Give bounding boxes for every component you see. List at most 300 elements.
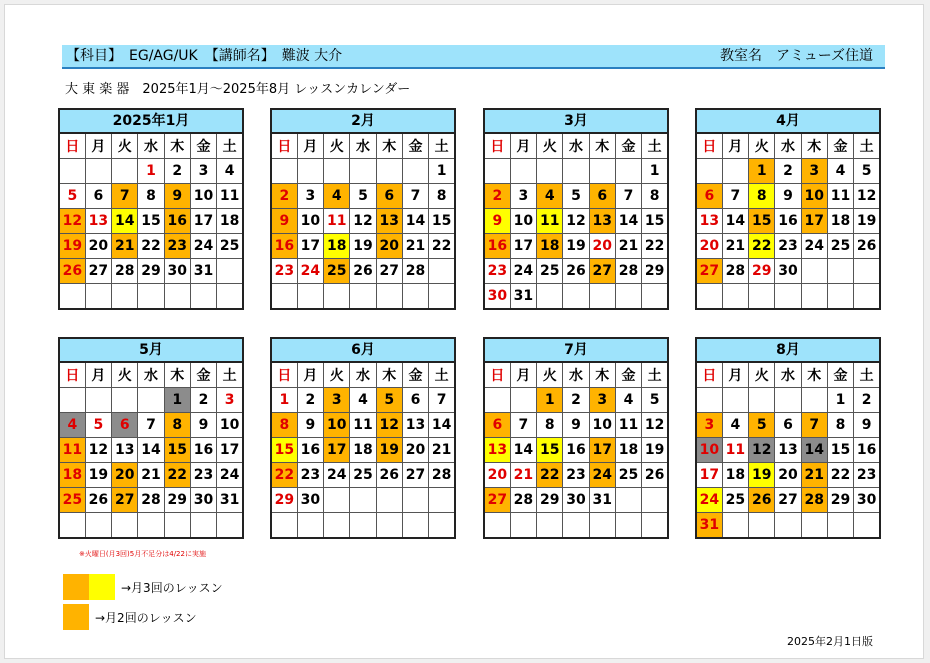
weekday-header: 木: [589, 362, 615, 388]
day-cell: 11: [537, 209, 563, 234]
empty-cell: [484, 513, 510, 539]
day-cell: 30: [297, 488, 323, 513]
day-cell: 26: [854, 234, 880, 259]
empty-cell: [642, 284, 668, 310]
empty-cell: [324, 513, 350, 539]
empty-cell: [537, 284, 563, 310]
empty-cell: [402, 513, 428, 539]
month-title: 4月: [695, 108, 881, 132]
empty-cell: [827, 259, 853, 284]
day-cell: 14: [402, 209, 428, 234]
empty-cell: [164, 513, 190, 539]
day-cell: 10: [190, 184, 216, 209]
day-cell: 29: [827, 488, 853, 513]
day-cell: 7: [722, 184, 748, 209]
empty-cell: [722, 284, 748, 310]
day-cell: 9: [854, 413, 880, 438]
empty-cell: [350, 513, 376, 539]
version-label: 2025年2月1日版: [787, 635, 873, 648]
weekday-header: 月: [85, 362, 111, 388]
month-title: 7月: [483, 337, 669, 361]
day-cell: 5: [854, 159, 880, 184]
day-cell: 14: [615, 209, 641, 234]
weekday-header: 金: [615, 362, 641, 388]
empty-cell: [537, 513, 563, 539]
day-cell: 29: [642, 259, 668, 284]
empty-cell: [164, 284, 190, 310]
weekday-header: 木: [164, 133, 190, 159]
month-grid: [695, 361, 881, 539]
day-cell: 3: [217, 388, 243, 413]
day-cell: 21: [429, 438, 455, 463]
day-cell: 10: [510, 209, 536, 234]
empty-cell: [775, 284, 801, 310]
day-cell: 6: [484, 413, 510, 438]
day-cell: 11: [827, 184, 853, 209]
day-cell: 15: [827, 438, 853, 463]
day-cell: 21: [112, 234, 138, 259]
day-cell: 14: [510, 438, 536, 463]
day-cell: 9: [484, 209, 510, 234]
day-cell: 26: [642, 463, 668, 488]
day-cell: 25: [324, 259, 350, 284]
day-cell: 5: [85, 413, 111, 438]
day-cell: 8: [164, 413, 190, 438]
day-cell: 22: [271, 463, 297, 488]
weekday-header: 金: [402, 133, 428, 159]
empty-cell: [563, 284, 589, 310]
day-cell: 26: [376, 463, 402, 488]
weekday-header: 日: [59, 133, 85, 159]
empty-cell: [85, 159, 111, 184]
classroom-label: 教室名 アミューズ住道: [719, 48, 873, 64]
day-cell: 20: [484, 463, 510, 488]
empty-cell: [402, 488, 428, 513]
day-cell: 15: [138, 209, 164, 234]
day-cell: 24: [696, 488, 722, 513]
month-calendar: [270, 108, 456, 310]
day-cell: 16: [164, 209, 190, 234]
weekday-header: 月: [297, 133, 323, 159]
empty-cell: [85, 284, 111, 310]
day-cell: 20: [589, 234, 615, 259]
empty-cell: [324, 488, 350, 513]
day-cell: 30: [190, 488, 216, 513]
day-cell: 2: [271, 184, 297, 209]
day-cell: 28: [615, 259, 641, 284]
day-cell: 15: [164, 438, 190, 463]
day-cell: 6: [376, 184, 402, 209]
day-cell: 6: [112, 413, 138, 438]
empty-cell: [642, 488, 668, 513]
empty-cell: [642, 513, 668, 539]
day-cell: 24: [589, 463, 615, 488]
day-cell: 29: [138, 259, 164, 284]
day-cell: 2: [164, 159, 190, 184]
empty-cell: [376, 513, 402, 539]
day-cell: 17: [696, 463, 722, 488]
empty-cell: [484, 388, 510, 413]
weekday-header: 日: [271, 133, 297, 159]
day-cell: 24: [324, 463, 350, 488]
empty-cell: [510, 513, 536, 539]
day-cell: 6: [589, 184, 615, 209]
empty-cell: [854, 259, 880, 284]
day-cell: 23: [164, 234, 190, 259]
day-cell: 21: [510, 463, 536, 488]
empty-cell: [297, 513, 323, 539]
day-cell: 29: [749, 259, 775, 284]
empty-cell: [775, 513, 801, 539]
day-cell: 30: [563, 488, 589, 513]
day-cell: 10: [324, 413, 350, 438]
day-cell: 5: [749, 413, 775, 438]
day-cell: 9: [775, 184, 801, 209]
empty-cell: [749, 388, 775, 413]
empty-cell: [722, 513, 748, 539]
empty-cell: [537, 159, 563, 184]
empty-cell: [85, 513, 111, 539]
day-cell: 19: [749, 463, 775, 488]
day-cell: 28: [801, 488, 827, 513]
empty-cell: [59, 159, 85, 184]
empty-cell: [217, 259, 243, 284]
empty-cell: [376, 159, 402, 184]
weekday-header: 水: [563, 362, 589, 388]
day-cell: 12: [749, 438, 775, 463]
day-cell: 27: [696, 259, 722, 284]
empty-cell: [350, 159, 376, 184]
day-cell: 25: [59, 488, 85, 513]
day-cell: 4: [537, 184, 563, 209]
empty-cell: [696, 388, 722, 413]
weekday-header: 金: [827, 362, 853, 388]
month-calendar: [58, 337, 244, 539]
day-cell: 18: [827, 209, 853, 234]
month-grid: [483, 132, 669, 310]
empty-cell: [297, 159, 323, 184]
day-cell: 5: [350, 184, 376, 209]
day-cell: 3: [801, 159, 827, 184]
empty-cell: [722, 159, 748, 184]
day-cell: 13: [376, 209, 402, 234]
empty-cell: [510, 159, 536, 184]
weekday-header: 金: [827, 133, 853, 159]
day-cell: 31: [217, 488, 243, 513]
day-cell: 23: [190, 463, 216, 488]
empty-cell: [138, 388, 164, 413]
weekday-header: 金: [190, 133, 216, 159]
day-cell: 12: [85, 438, 111, 463]
empty-cell: [217, 513, 243, 539]
weekday-header: 月: [297, 362, 323, 388]
day-cell: 2: [563, 388, 589, 413]
empty-cell: [138, 284, 164, 310]
weekday-header: 火: [537, 362, 563, 388]
note-text: ※火曜日(月3回)5月不足分は4/22に実施: [79, 550, 206, 558]
day-cell: 9: [190, 413, 216, 438]
day-cell: 1: [138, 159, 164, 184]
day-cell: 5: [642, 388, 668, 413]
day-cell: 23: [563, 463, 589, 488]
day-cell: 28: [722, 259, 748, 284]
day-cell: 4: [722, 413, 748, 438]
day-cell: 2: [775, 159, 801, 184]
weekday-header: 土: [854, 133, 880, 159]
month-calendar: [270, 337, 456, 539]
empty-cell: [801, 259, 827, 284]
day-cell: 8: [138, 184, 164, 209]
day-cell: 14: [138, 438, 164, 463]
day-cell: 16: [775, 209, 801, 234]
day-cell: 31: [190, 259, 216, 284]
empty-cell: [271, 284, 297, 310]
day-cell: 27: [589, 259, 615, 284]
empty-cell: [324, 159, 350, 184]
day-cell: 30: [484, 284, 510, 310]
empty-cell: [801, 284, 827, 310]
weekday-header: 木: [164, 362, 190, 388]
month-calendar: [695, 108, 881, 310]
day-cell: 30: [164, 259, 190, 284]
month-title: 2月: [270, 108, 456, 132]
day-cell: 2: [854, 388, 880, 413]
month-title: 3月: [483, 108, 669, 132]
day-cell: 19: [642, 438, 668, 463]
month-grid: [58, 361, 244, 539]
day-cell: 4: [350, 388, 376, 413]
day-cell: 31: [696, 513, 722, 539]
day-cell: 6: [696, 184, 722, 209]
header-bar: [62, 45, 885, 69]
legend-swatch-orange: [63, 574, 89, 600]
day-cell: 13: [112, 438, 138, 463]
day-cell: 12: [854, 184, 880, 209]
day-cell: 8: [429, 184, 455, 209]
empty-cell: [827, 284, 853, 310]
month-grid: [483, 361, 669, 539]
day-cell: 11: [59, 438, 85, 463]
day-cell: 26: [59, 259, 85, 284]
day-cell: 1: [164, 388, 190, 413]
weekday-header: 水: [350, 362, 376, 388]
day-cell: 8: [271, 413, 297, 438]
month-title: 2025年1月: [58, 108, 244, 132]
empty-cell: [854, 513, 880, 539]
day-cell: 16: [563, 438, 589, 463]
empty-cell: [589, 284, 615, 310]
month-grid: [270, 132, 456, 310]
month-title: 8月: [695, 337, 881, 361]
day-cell: 20: [696, 234, 722, 259]
day-cell: 7: [429, 388, 455, 413]
page: [4, 4, 924, 659]
day-cell: 7: [138, 413, 164, 438]
legend-three-label: →月3回のレッスン: [121, 581, 223, 595]
day-cell: 27: [376, 259, 402, 284]
day-cell: 5: [563, 184, 589, 209]
day-cell: 22: [138, 234, 164, 259]
day-cell: 3: [696, 413, 722, 438]
day-cell: 25: [722, 488, 748, 513]
day-cell: 19: [854, 209, 880, 234]
day-cell: 16: [190, 438, 216, 463]
empty-cell: [297, 284, 323, 310]
day-cell: 14: [801, 438, 827, 463]
day-cell: 22: [429, 234, 455, 259]
month-calendar: [483, 337, 669, 539]
day-cell: 25: [827, 234, 853, 259]
empty-cell: [510, 388, 536, 413]
day-cell: 21: [615, 234, 641, 259]
month-calendar: [483, 108, 669, 310]
empty-cell: [749, 284, 775, 310]
day-cell: 18: [350, 438, 376, 463]
legend-two-label: →月2回のレッスン: [95, 611, 197, 625]
day-cell: 24: [510, 259, 536, 284]
day-cell: 26: [749, 488, 775, 513]
day-cell: 3: [297, 184, 323, 209]
day-cell: 8: [642, 184, 668, 209]
day-cell: 26: [350, 259, 376, 284]
day-cell: 19: [563, 234, 589, 259]
weekday-header: 金: [190, 362, 216, 388]
day-cell: 17: [217, 438, 243, 463]
day-cell: 22: [164, 463, 190, 488]
calendar-subtitle: 大 東 楽 器 2025年1月～2025年8月 レッスンカレンダー: [65, 82, 411, 97]
day-cell: 3: [190, 159, 216, 184]
empty-cell: [696, 159, 722, 184]
empty-cell: [563, 513, 589, 539]
empty-cell: [827, 513, 853, 539]
day-cell: 26: [85, 488, 111, 513]
weekday-header: 月: [510, 362, 536, 388]
day-cell: 13: [696, 209, 722, 234]
empty-cell: [190, 513, 216, 539]
day-cell: 10: [297, 209, 323, 234]
empty-cell: [112, 284, 138, 310]
day-cell: 20: [775, 463, 801, 488]
empty-cell: [589, 513, 615, 539]
day-cell: 28: [112, 259, 138, 284]
day-cell: 28: [402, 259, 428, 284]
day-cell: 24: [190, 234, 216, 259]
month-grid: [695, 132, 881, 310]
empty-cell: [402, 284, 428, 310]
day-cell: 20: [402, 438, 428, 463]
day-cell: 27: [85, 259, 111, 284]
day-cell: 13: [85, 209, 111, 234]
day-cell: 2: [484, 184, 510, 209]
weekday-header: 月: [85, 133, 111, 159]
day-cell: 17: [297, 234, 323, 259]
weekday-header: 木: [589, 133, 615, 159]
weekday-header: 土: [642, 133, 668, 159]
day-cell: 18: [615, 438, 641, 463]
day-cell: 22: [749, 234, 775, 259]
course-teacher-label: 【科目】 EG/AG/UK 【講師名】 難波 大介: [66, 48, 343, 64]
day-cell: 29: [537, 488, 563, 513]
weekday-header: 水: [775, 362, 801, 388]
month-calendar: [695, 337, 881, 539]
weekday-header: 月: [722, 362, 748, 388]
day-cell: 13: [484, 438, 510, 463]
day-cell: 3: [589, 388, 615, 413]
day-cell: 14: [112, 209, 138, 234]
day-cell: 24: [217, 463, 243, 488]
empty-cell: [271, 513, 297, 539]
day-cell: 23: [271, 259, 297, 284]
day-cell: 15: [537, 438, 563, 463]
day-cell: 6: [85, 184, 111, 209]
day-cell: 4: [615, 388, 641, 413]
day-cell: 3: [324, 388, 350, 413]
day-cell: 5: [59, 184, 85, 209]
day-cell: 8: [537, 413, 563, 438]
empty-cell: [376, 284, 402, 310]
day-cell: 28: [138, 488, 164, 513]
day-cell: 13: [775, 438, 801, 463]
day-cell: 15: [749, 209, 775, 234]
day-cell: 27: [775, 488, 801, 513]
empty-cell: [59, 513, 85, 539]
month-title: 5月: [58, 337, 244, 361]
day-cell: 1: [749, 159, 775, 184]
weekday-header: 土: [642, 362, 668, 388]
day-cell: 18: [537, 234, 563, 259]
day-cell: 17: [324, 438, 350, 463]
day-cell: 15: [429, 209, 455, 234]
day-cell: 9: [271, 209, 297, 234]
day-cell: 30: [775, 259, 801, 284]
day-cell: 18: [59, 463, 85, 488]
day-cell: 27: [402, 463, 428, 488]
day-cell: 11: [615, 413, 641, 438]
day-cell: 15: [642, 209, 668, 234]
day-cell: 16: [271, 234, 297, 259]
day-cell: 12: [376, 413, 402, 438]
weekday-header: 日: [484, 133, 510, 159]
day-cell: 19: [59, 234, 85, 259]
weekday-header: 木: [801, 362, 827, 388]
empty-cell: [138, 513, 164, 539]
empty-cell: [217, 284, 243, 310]
day-cell: 5: [376, 388, 402, 413]
day-cell: 23: [484, 259, 510, 284]
weekday-header: 火: [749, 362, 775, 388]
day-cell: 25: [615, 463, 641, 488]
weekday-header: 火: [537, 133, 563, 159]
weekday-header: 木: [376, 133, 402, 159]
empty-cell: [271, 159, 297, 184]
weekday-header: 日: [271, 362, 297, 388]
empty-cell: [376, 488, 402, 513]
empty-cell: [615, 513, 641, 539]
empty-cell: [112, 388, 138, 413]
weekday-header: 日: [696, 133, 722, 159]
day-cell: 23: [854, 463, 880, 488]
day-cell: 16: [854, 438, 880, 463]
day-cell: 18: [324, 234, 350, 259]
day-cell: 18: [722, 463, 748, 488]
legend-swatch-yellow: [89, 574, 115, 600]
day-cell: 22: [827, 463, 853, 488]
weekday-header: 月: [722, 133, 748, 159]
month-calendar: [58, 108, 244, 310]
weekday-header: 水: [138, 362, 164, 388]
day-cell: 14: [429, 413, 455, 438]
empty-cell: [801, 388, 827, 413]
